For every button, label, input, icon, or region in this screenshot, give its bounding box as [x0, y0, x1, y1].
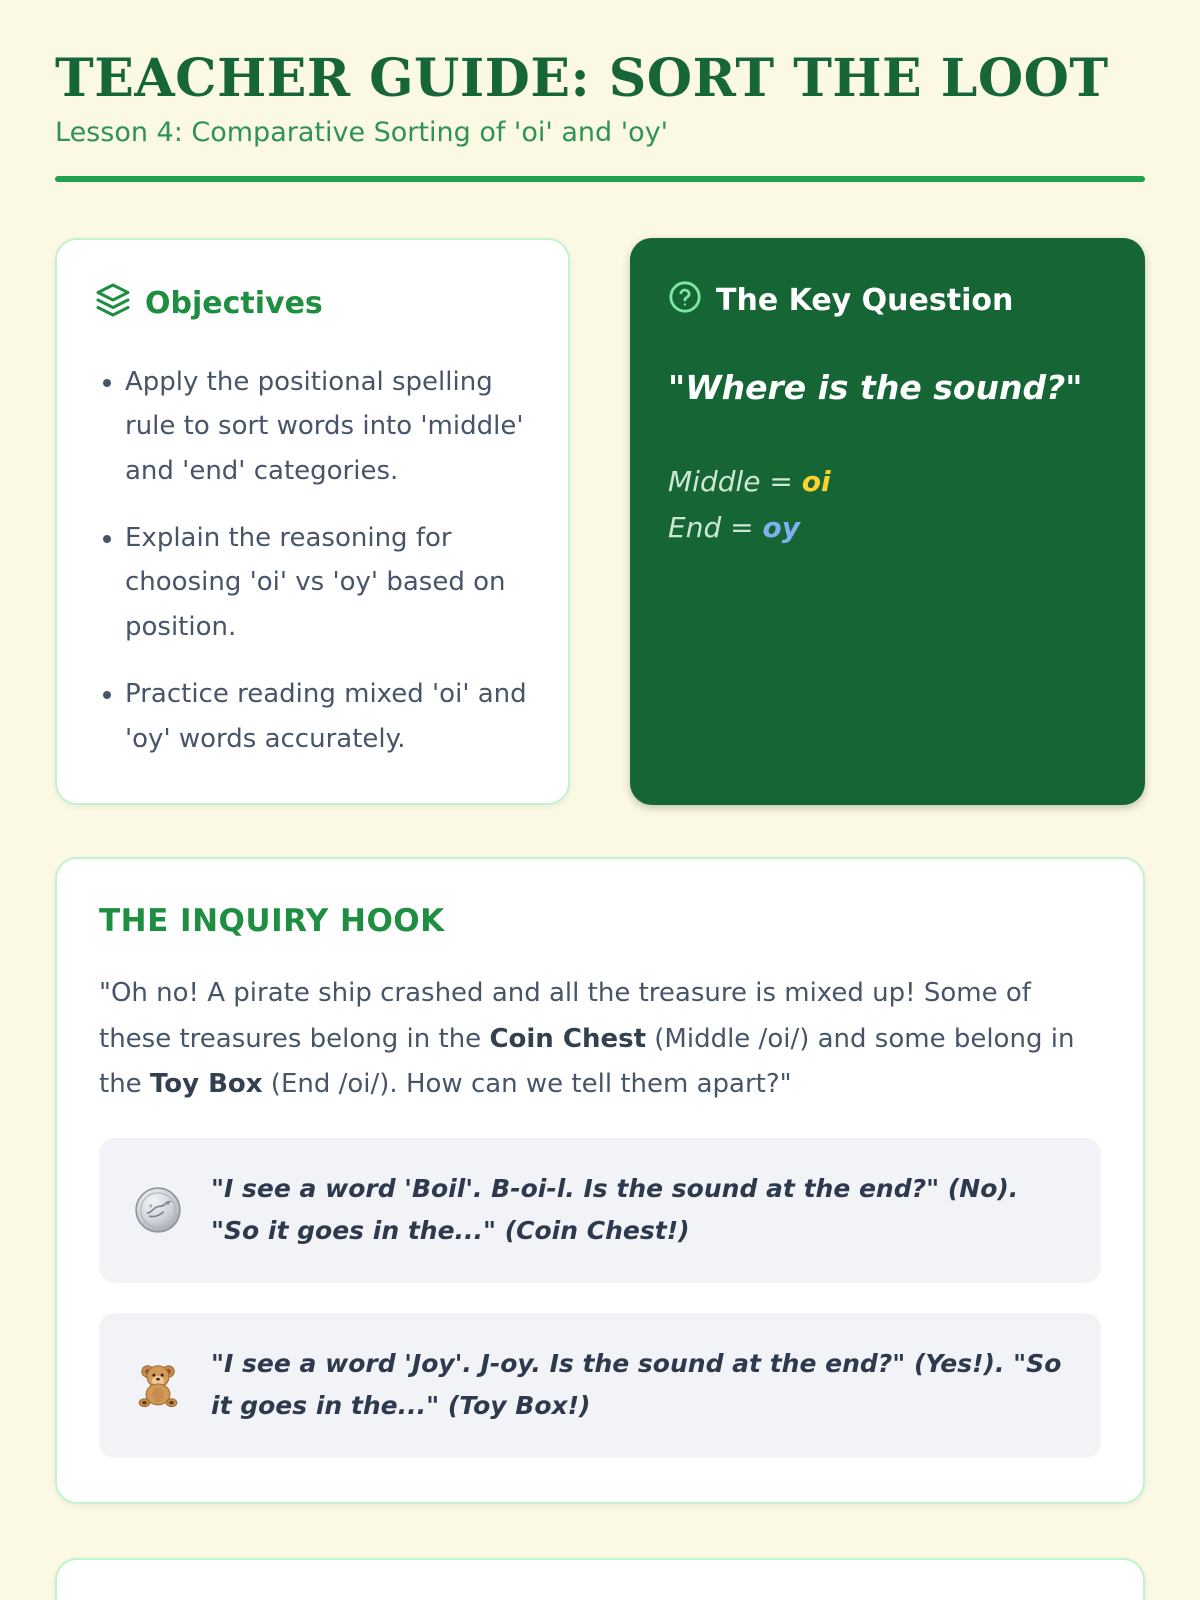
key-question-rules [668, 459, 1107, 551]
coin-quote-box [99, 1138, 1101, 1283]
teddy-bear-icon [133, 1360, 183, 1410]
next-section-card-partial [55, 1558, 1145, 1600]
coin-quote-text: "I see a word 'Boil'. B-oi-l. Is the sound at the end?" (No). "So it goes in the..." (Coin Chest!) [211, 1173, 1019, 1246]
page-subtitle: Lesson 4: Comparative Sorting of 'oi' and 'oy' [55, 116, 669, 148]
objective-item: • Explain the reasoning for choosing 'oi' vs 'oy' based on position. [125, 516, 530, 650]
intro-segment-coin-chest: Coin Chest [489, 1023, 646, 1054]
rule-middle [668, 459, 1107, 505]
inquiry-hook-card [55, 857, 1145, 1504]
objectives-heading-label: Objectives [145, 286, 323, 322]
layers-icon [95, 282, 131, 326]
intro-segment: (Middle /oi/) and some belong in the [99, 1023, 1075, 1100]
inquiry-hook-intro [99, 971, 1101, 1108]
objective-item: • Practice reading mixed 'oi' and 'oy' words accurately. [125, 672, 530, 761]
rule-end [668, 505, 1107, 551]
intro-segment: "Oh no! A pirate ship crashed and all the treasure is mixed up! Some of these treasures belong in the [99, 978, 1031, 1054]
objectives-card [55, 238, 570, 806]
header-divider [55, 176, 1145, 182]
question-circle-icon [668, 280, 702, 322]
teddy-quote-text: "I see a word 'Joy'. J-oy. Is the sound at the end?" (Yes!). "So it goes in the..." (Toy Box!) [211, 1348, 1062, 1421]
teddy-quote-box [99, 1313, 1101, 1458]
key-question-heading [668, 280, 1107, 322]
intro-segment-toy-box: Toy Box [149, 1069, 263, 1100]
objectives-list [95, 360, 530, 762]
rule-middle-label: Middle = [668, 464, 802, 498]
intro-segment: (End /oi/). How can we tell them apart?" [262, 1069, 792, 1100]
key-question-card [630, 238, 1145, 806]
inquiry-hook-heading: THE INQUIRY HOOK [99, 903, 445, 940]
key-question-text: "Where is the sound?" [668, 367, 1083, 407]
coin-icon [133, 1185, 183, 1235]
rule-end-label: End = [668, 510, 763, 544]
top-cards-row [55, 238, 1145, 806]
key-question-heading-label: The Key Question [716, 283, 1014, 319]
objectives-heading [95, 282, 530, 326]
rule-end-value: oy [762, 510, 800, 544]
page-title: TEACHER GUIDE: SORT THE LOOT [55, 48, 1109, 109]
rule-middle-value: oi [801, 464, 831, 498]
page-header [55, 48, 1145, 182]
objective-item: • Apply the positional spelling rule to sort words into 'middle' and 'end' categories. [125, 360, 530, 494]
